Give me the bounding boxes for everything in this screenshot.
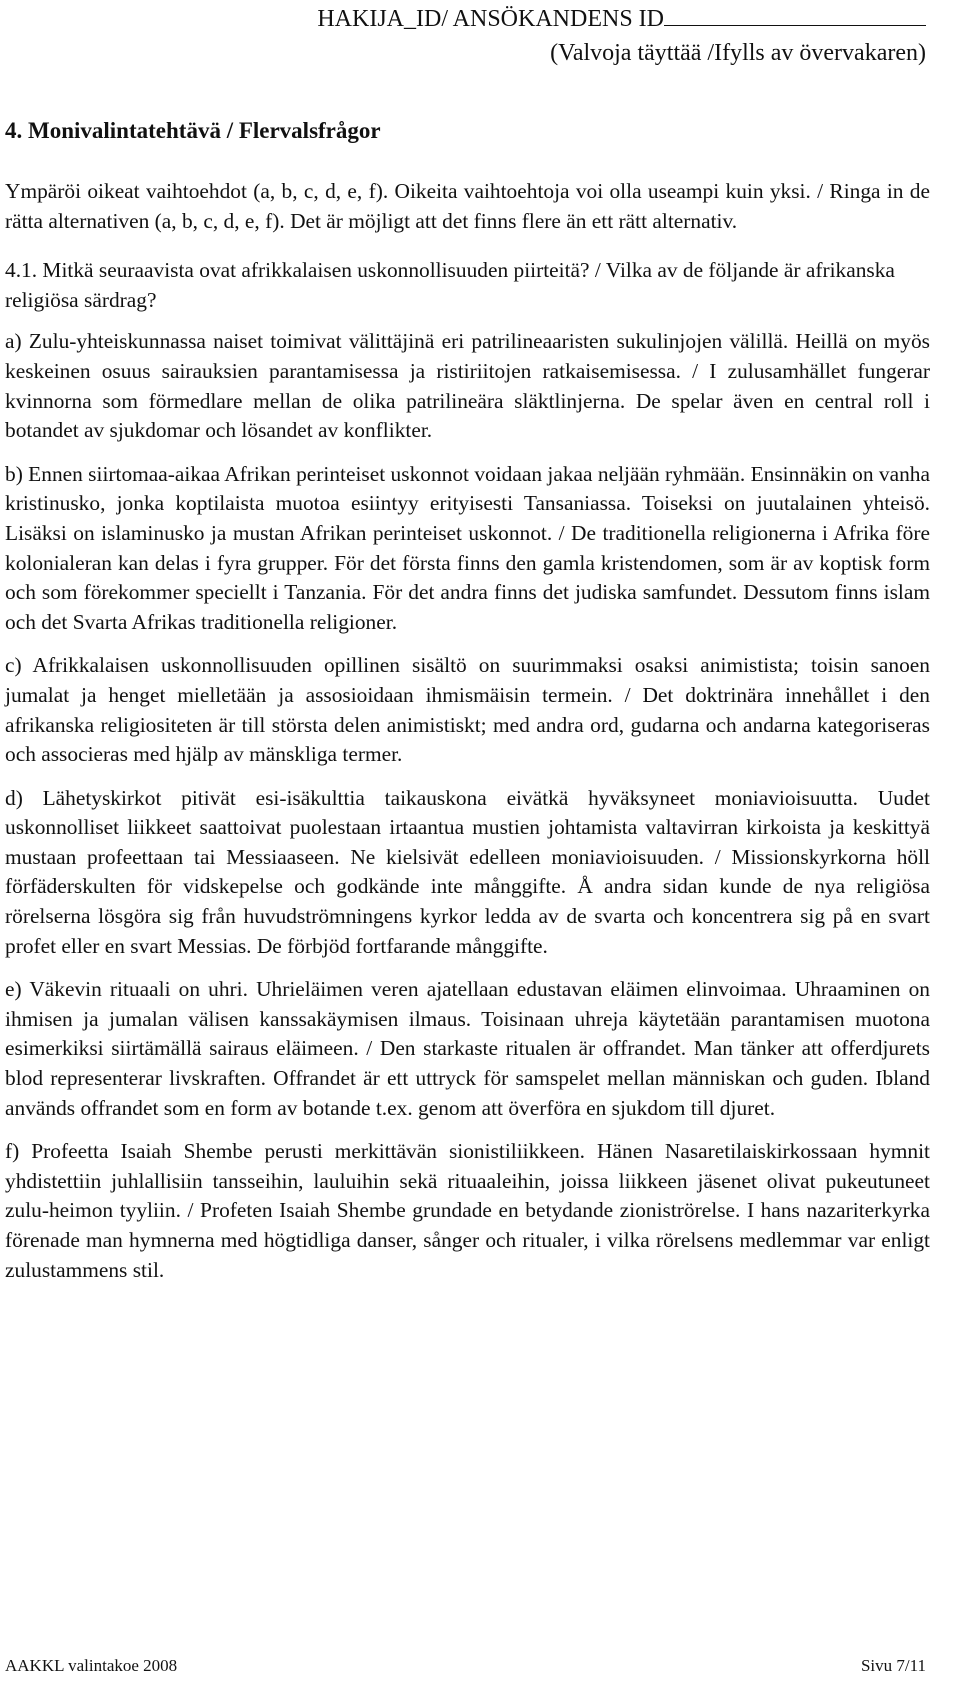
supervisor-note: (Valvoja täyttää /Ifylls av övervakaren): [550, 40, 926, 66]
applicant-id-row: [317, 2, 926, 36]
option-a[interactable]: a) Zulu-yhteiskunnassa naiset toimivat välittäjinä eri patrilineaaristen sukulinjojen välillä. Heillä on myös keskeinen osuus sairauksien parantamisessa ja ristiriitojen ratkaisemisessa. / I zulusamhället fungerar kvinnorna som förmedlare mellan de olika patrilineära släktlinjerna. De spelar även en central roll i botandet av sjukdomar och lösandet av konflikter.: [5, 329, 930, 443]
question-content: [5, 115, 930, 1299]
option-f[interactable]: f) Profeetta Isaiah Shembe perusti merkittävän sionistiliikkeen. Hänen Nasaretilaiskirkossaan hymnit yhdistettiin juhlallisiin tansseihin, lauluihin sekä rituaaleihin, joissa liikkeen jäsenet olivat pukeutuneet zulu-heimon tyyliin. / Profeten Isaiah Shembe grundade en betydande zioniströrelse. I hans nazariterkyrka förenade man hymnerna med högtidliga danser, sånger och ritualer, i vilka rörelsens medlemmar var enligt zulustammens stil.: [5, 1139, 930, 1282]
applicant-id-field[interactable]: [664, 5, 926, 26]
applicant-id-header: [317, 2, 926, 70]
question-text: 4.1. Mitkä seuraavista ovat afrikkalaisen uskonnollisuuden piirteitä? / Vilka av de följande är afrikanska religiösa särdrag?: [5, 258, 895, 312]
footer-page-number: Sivu 7/11: [860, 1656, 926, 1675]
option-e[interactable]: e) Väkevin rituaali on uhri. Uhrieläimen veren ajatellaan edustavan eläimen elinvoimaa. Uhraaminen on ihmisen ja jumalan välisen kanssakäymisen ilmaus. Toisinaan uhreja käytetään parantamisen muotona esimerkiksi siirtämällä sairaus eläimeen. / Den starkaste ritualen är offrandet. Man tänker att offerdjurets blod representerar livskraften. Offrandet är ett uttryck för samspelet mellan människan och guden. Ibland används offrandet som en form av botande t.ex. genom att överföra en sjukdom till djuret.: [5, 977, 930, 1120]
section-title: 4. Monivalintatehtävä / Flervalsfrågor: [5, 118, 381, 143]
option-c[interactable]: c) Afrikkalaisen uskonnollisuuden opillinen sisältö on suurimmaksi osaksi animistista; toisin sanoen jumalat ja henget mielletään ja assosioidaan ihmismäisin termein. / Det doktrinära innehållet i den afrikanska religiositeten är till största delen animistiskt; med andra ord, gudarna och andarna kategoriseras och associeras med hjälp av mänskliga termer.: [5, 653, 930, 767]
applicant-id-label: HAKIJA_ID/ ANSÖKANDENS ID: [317, 6, 664, 32]
page-footer: [5, 1655, 926, 1676]
footer-exam-name: AAKKL valintakoe 2008: [5, 1656, 178, 1675]
instructions-text: Ympäröi oikeat vaihtoehdot (a, b, c, d, e, f). Oikeita vaihtoehtoja voi olla useampi kuin yksi. / Ringa in de rätta alternativen (a, b, c, d, e, f). Det är möjligt att det finns flere än ett rätt alternativ.: [5, 179, 930, 233]
option-d[interactable]: d) Lähetyskirkot pitivät esi-isäkulttia taikauskona eivätkä hyväksyneet moniavioisuutta. Uudet uskonnolliset liikkeet saattoivat puolestaan irtaantua mustien johtamista valtavirran kirkoista ja keskittyä mustaan profeettaan tai Messiaaseen. Ne kielsivät edelleen moniavioisuuden. / Missionskyrkorna höll förfäderskulten för vidskepelse och godkände inte månggifte. Å andra sidan kunde de nya religiösa rörelserna lösgöra sig från huvudströmningens kyrkor ledda av de svarta och koncentrera sig på en svart profet eller en svart Messias. De förbjöd fortfarande månggifte.: [5, 785, 930, 958]
option-b[interactable]: b) Ennen siirtomaa-aikaa Afrikan perinteiset uskonnot voidaan jakaa neljään ryhmään. Ensinnäkin on vanha kristinusko, jonka koptilaista muotoa esiintyy erityisesti Tansaniassa. Toiseksi on juutalainen yhteisö. Lisäksi on islaminusko ja mustan Afrikan perinteiset uskonnot. / De traditionella religionerna i Afrika före kolonialeran kan delas i fyra grupper. För det första finns den gamla kristendomen, som är av koptisk form och som förekommer speciellt i Tanzania. För det andra finns det judiska samfundet. Dessutom finns islam och det Svarta Afrikas traditionella religioner.: [5, 461, 930, 634]
